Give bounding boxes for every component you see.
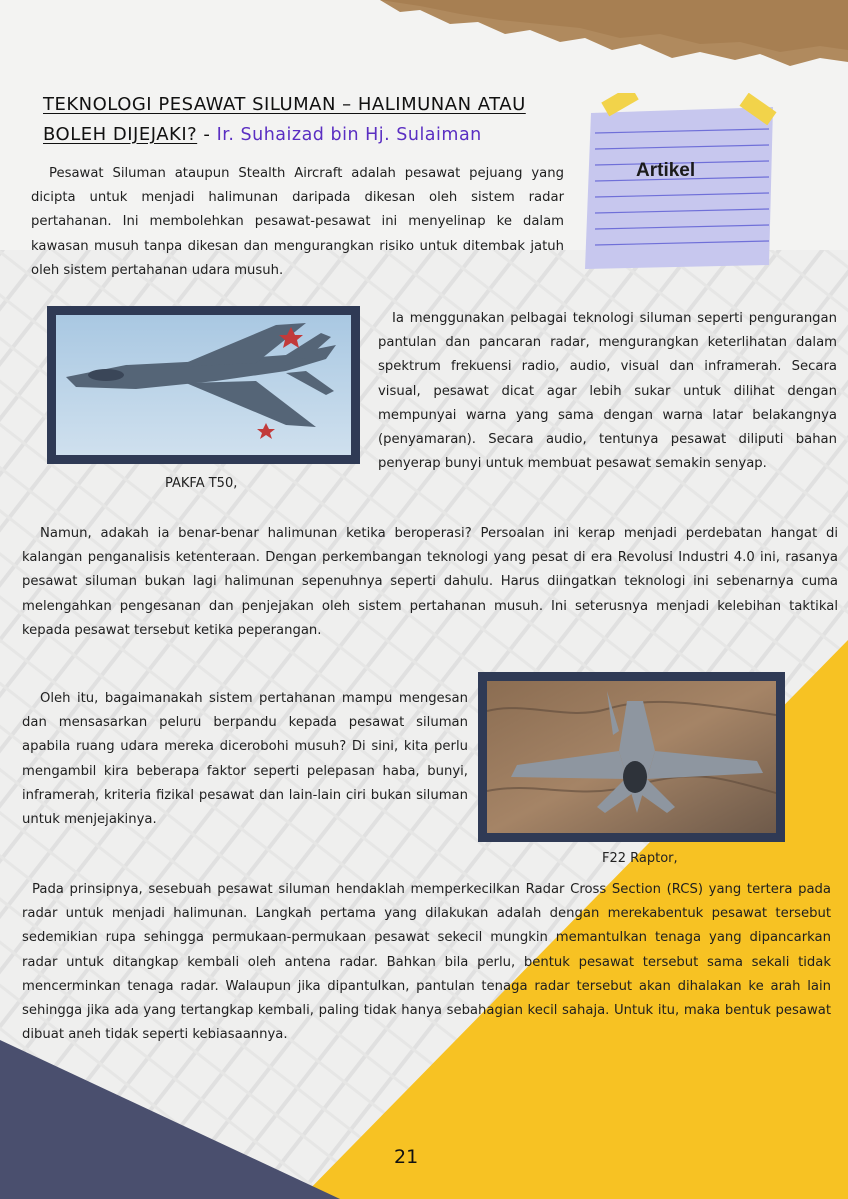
paragraph-question: Namun, adakah ia benar-benar halimunan ketika beroperasi? Persoalan ini kerap menjadi perdebatan hangat di kalangan penganalisis ketenteraan. Dengan perkembangan teknologi yang pesat di era Revolusi Industri 4.0 ini, rasanya pesawat siluman bukan lagi halimunan sepenuhnya seperti dahulu. Harus diingatkan teknologi ini sebenarnya cuma melengahkan pengesanan dan penjejakan oleh sistem pertahanan musuh. Ini seterusnya menjadi kelebihan taktikal kepada pesawat tersebut ketika peperangan. (22, 526, 838, 638)
paragraph-technology: Ia menggunakan pelbagai teknologi siluman seperti pengurangan pantulan dan pancaran radar, mengurangkan keterlihatan dalam spektrum frekuensi radio, audio, visual dan inframerah. Secara visual, pesawat dicat agar lebih sukar untuk dilihat dengan mempunyai warna yang sama dengan warna latar belakangnya (penyamaran). Secara audio, tentunya pesawat diliputi bahan penyerap bunyi untuk membuat pesawat semakin senyap. (378, 311, 837, 472)
paragraph-intro: Pesawat Siluman ataupun Stealth Aircraft adalah pesawat pejuang yang dicipta untuk menjadi halimunan daripada dikesan oleh sistem radar pertahanan. Ini membolehkan pesawat-pesawat ini menyelinap ke dalam kawasan musuh tanpa dikesan dan mengurangkan risiko untuk ditembak jatuh oleh sistem pertahanan udara musuh. (31, 166, 564, 278)
pakfa-jet-image (56, 315, 351, 455)
photo-f22-raptor (478, 672, 785, 842)
artikel-sticky-note (573, 93, 783, 273)
caption-pakfa: PAKFA T50, (165, 476, 238, 491)
title-line-1: TEKNOLOGI PESAWAT SILUMAN – HALIMUNAN ATAU (43, 94, 526, 115)
photo-pakfa-t50 (47, 306, 360, 464)
note-label: Artikel (636, 160, 696, 181)
f22-jet-image (487, 681, 776, 833)
paragraph-rcs: Pada prinsipnya, sesebuah pesawat siluman hendaklah memperkecilkan Radar Cross Section (RCS) yang tertera pada radar untuk menjadi halimunan. Langkah pertama yang dilakukan adalah dengan merekabentuk pesawat tersebut sedemikian rupa sehingga permukaan-permukaan pesawat sekecil mungkin memantulkan tenaga yang dipancarkan radar untuk ditangkap kembali oleh antena radar. Bahkan bila perlu, bentuk pesawat tersebut sama sekali tidak mencerminkan tenaga radar. Walaupun jika dipantulkan, pantulan tenaga radar tersebut akan dihalakan ke arah lain sehingga jika ada yang tertangkap kembali, paling tidak hanya sebahagian kecil sahaja. Untuk itu, maka bentuk pesawat dibuat aneh tidak seperti kebiasaannya. (22, 882, 831, 1043)
page-number: 21 (394, 1146, 419, 1168)
title-line-2: BOLEH DIJEJAKI? (43, 124, 198, 145)
article-title (43, 90, 533, 150)
author-name: Ir. Suhaizad bin Hj. Sulaiman (216, 125, 482, 145)
torn-paper-header (0, 0, 848, 90)
title-separator: - (197, 124, 217, 145)
caption-f22: F22 Raptor, (602, 851, 678, 866)
paragraph-detection: Oleh itu, bagaimanakah sistem pertahanan mampu mengesan dan mensasarkan peluru berpandu kepada pesawat siluman apabila ruang udara mereka dicerobohi musuh? Di sini, kita perlu mengambil kira beberapa faktor seperti pelepasan haba, bunyi, inframerah, kriteria fizikal pesawat dan lain-lain ciri bukan siluman untuk menjejakinya. (22, 691, 468, 828)
